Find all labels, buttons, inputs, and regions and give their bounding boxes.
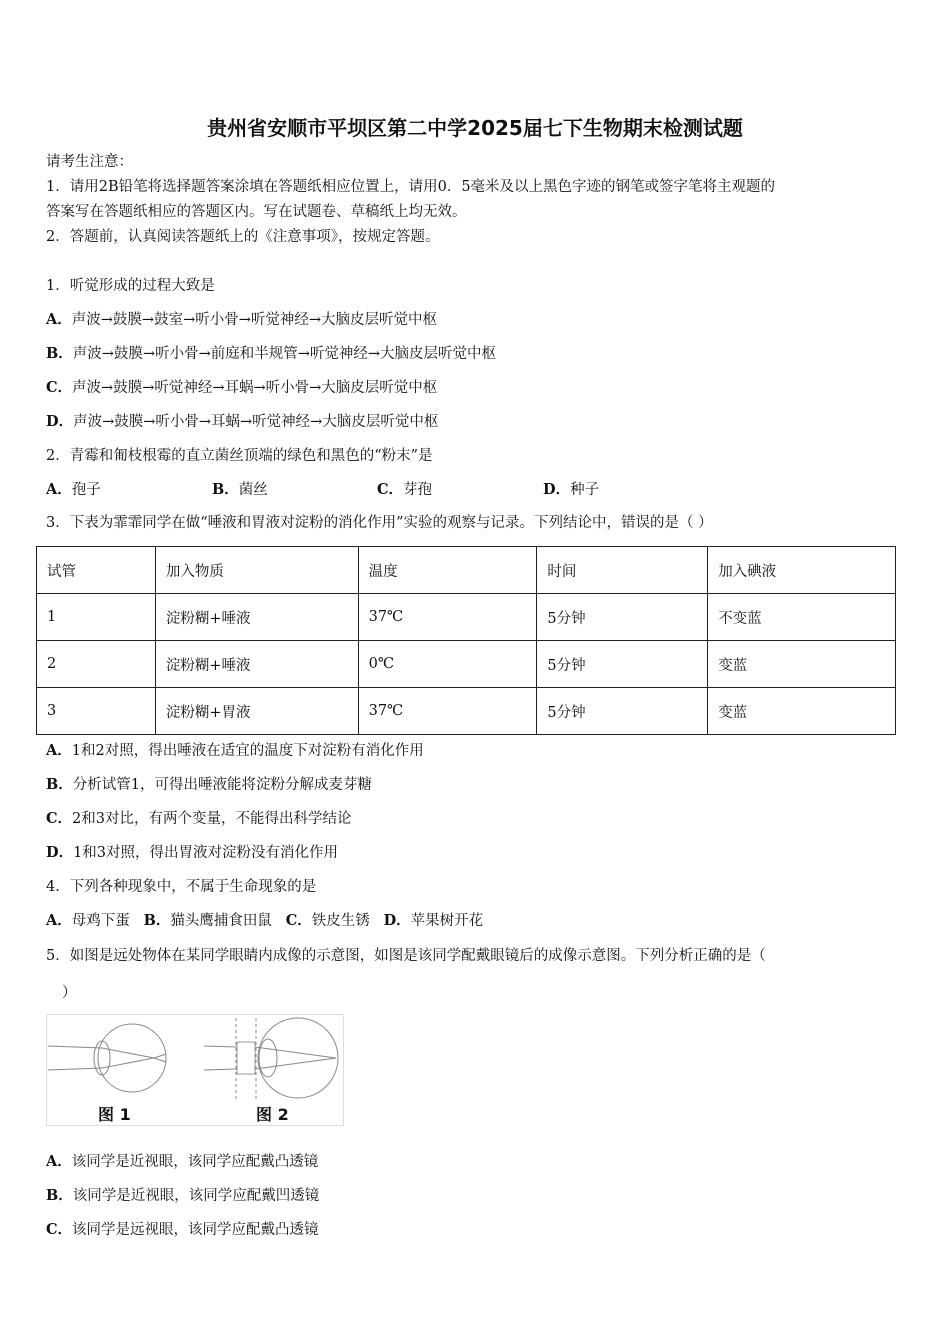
option-text: 该同学是近视眼，该同学应配戴凸透镜 [71, 1154, 319, 1170]
option-letter: A． [46, 742, 72, 759]
table-cell: 5分钟 [537, 641, 708, 688]
q5-eye-figure [46, 1014, 344, 1126]
table-header-cell: 温度 [358, 547, 537, 594]
table-cell: 淀粉糊+唾液 [155, 594, 358, 641]
option-letter: A． [46, 311, 72, 328]
option-letter: D． [46, 844, 74, 861]
option-text: 菌丝 [238, 482, 268, 498]
notice-item-1-line-2: 答案写在答题纸相应的答题区内。写在试题卷、草稿纸上均无效。 [46, 204, 467, 220]
table-row [37, 594, 896, 641]
option-text: 苹果树开花 [410, 913, 484, 929]
option-letter: D． [543, 481, 571, 498]
q3-stem: 3．下表为霏霏同学在做“唾液和胃液对淀粉的消化作用”实验的观察与记录。下列结论中，错误的是（ ） [46, 515, 713, 531]
notice-item-1-line-1: 1．请用2B铅笔将选择题答案涂填在答题纸相应位置上，请用0．5毫米及以上黑色字迹的钢笔或签字笔将主观题的 [46, 179, 776, 195]
option-text: 声波→鼓膜→听觉神经→耳蜗→听小骨→大脑皮层听觉中枢 [72, 380, 438, 396]
option-letter: A． [46, 912, 72, 929]
q2-option-b [212, 480, 268, 500]
option-text: 该同学是近视眼，该同学应配戴凹透镜 [72, 1188, 320, 1204]
option-letter: B． [46, 1187, 73, 1204]
q5-option-a [46, 1152, 318, 1172]
table-cell: 5分钟 [537, 594, 708, 641]
option-letter: C． [285, 912, 312, 929]
option-letter: A． [46, 481, 72, 498]
eye-diagram-1 [48, 1024, 166, 1092]
option-text: 1和3对照，得出胃液对淀粉没有消化作用 [73, 845, 339, 861]
option-text: 声波→鼓膜→鼓室→听小骨→听觉神经→大脑皮层听觉中枢 [71, 312, 438, 328]
option-text: 2和3对比，有两个变量，不能得出科学结论 [72, 811, 352, 827]
q2-option-d [543, 480, 599, 500]
option-letter: B． [46, 776, 73, 793]
table-header-row [37, 547, 896, 594]
table-cell: 淀粉糊+胃液 [155, 688, 358, 735]
q3-option-a [46, 741, 424, 761]
page-title: 贵州省安顺市平坝区第二中学2025届七下生物期末检测试题 [207, 116, 743, 140]
q2-stem: 2．青霉和匍枝根霉的直立菌丝顶端的绿色和黑色的“粉末”是 [46, 448, 433, 464]
q4-options [46, 911, 483, 931]
option-letter: B． [46, 345, 73, 362]
option-text: 铁皮生锈 [311, 913, 370, 929]
option-text: 该同学是远视眼，该同学应配戴凸透镜 [72, 1222, 319, 1238]
table-header-cell: 时间 [537, 547, 708, 594]
table-header-cell: 试管 [37, 547, 156, 594]
option-letter: C． [377, 481, 404, 498]
table-cell: 不变蓝 [708, 594, 896, 641]
table-cell: 2 [37, 641, 156, 688]
q2-option-a [46, 480, 101, 500]
option-text: 种子 [570, 482, 600, 498]
option-text: 1和2对照，得出唾液在适宜的温度下对淀粉有消化作用 [71, 743, 424, 759]
eye-diagram-2 [204, 1018, 338, 1100]
q1-option-c [46, 378, 437, 398]
table-header-cell: 加入物质 [155, 547, 358, 594]
table-cell: 37℃ [358, 594, 537, 641]
q3-option-b [46, 775, 372, 795]
q1-option-a [46, 310, 437, 330]
option-letter: D． [383, 912, 411, 929]
table-cell: 3 [37, 688, 156, 735]
option-text: 声波→鼓膜→听小骨→耳蜗→听觉神经→大脑皮层听觉中枢 [73, 414, 439, 430]
table-row [37, 641, 896, 688]
table-row [37, 688, 896, 735]
table-cell: 变蓝 [708, 688, 896, 735]
option-letter: C． [46, 810, 73, 827]
table-cell: 淀粉糊+唾液 [155, 641, 358, 688]
q3-data-table [36, 546, 896, 735]
q3-option-c [46, 809, 352, 829]
option-letter: C． [46, 1221, 73, 1238]
q5-option-c [46, 1220, 319, 1240]
option-letter: B． [143, 912, 171, 929]
table-cell: 5分钟 [537, 688, 708, 735]
q3-option-d [46, 843, 338, 863]
option-text: 孢子 [71, 482, 101, 498]
q5-stem-line-1: 5．如图是远处物体在某同学眼睛内成像的示意图，如图是该同学配戴眼镜后的成像示意图。下列分析正确的是（ [46, 948, 766, 964]
notice-heading: 请考生注意： [46, 154, 133, 170]
option-letter: A． [46, 1153, 72, 1170]
q5-stem-line-2: ） [62, 985, 77, 1001]
option-letter: D． [46, 413, 74, 430]
q5-option-b [46, 1186, 319, 1206]
option-text: 分析试管1，可得出唾液能将淀粉分解成麦芽糖 [72, 777, 372, 793]
notice-item-2: 2．答题前，认真阅读答题纸上的《注意事项》，按规定答题。 [46, 229, 440, 245]
option-letter: C． [46, 379, 73, 396]
option-text: 芽孢 [403, 482, 433, 498]
table-header-cell: 加入碘液 [708, 547, 896, 594]
option-text: 声波→鼓膜→听小骨→前庭和半规管→听觉神经→大脑皮层听觉中枢 [72, 346, 497, 362]
table-cell: 37℃ [358, 688, 537, 735]
q2-option-c [377, 480, 432, 500]
fig1-label: 图 1 [98, 1105, 131, 1124]
fig2-label: 图 2 [256, 1105, 289, 1124]
q1-option-d [46, 412, 438, 432]
option-letter: B． [212, 481, 239, 498]
q1-option-b [46, 344, 496, 364]
table-cell: 变蓝 [708, 641, 896, 688]
option-text: 猫头鹰捕食田鼠 [170, 913, 272, 929]
q4-stem: 4．下列各种现象中，不属于生命现象的是 [46, 879, 317, 895]
table-cell: 0℃ [358, 641, 537, 688]
table-cell: 1 [37, 594, 156, 641]
option-text: 母鸡下蛋 [71, 913, 130, 929]
q1-stem: 1．听觉形成的过程大致是 [46, 278, 215, 294]
